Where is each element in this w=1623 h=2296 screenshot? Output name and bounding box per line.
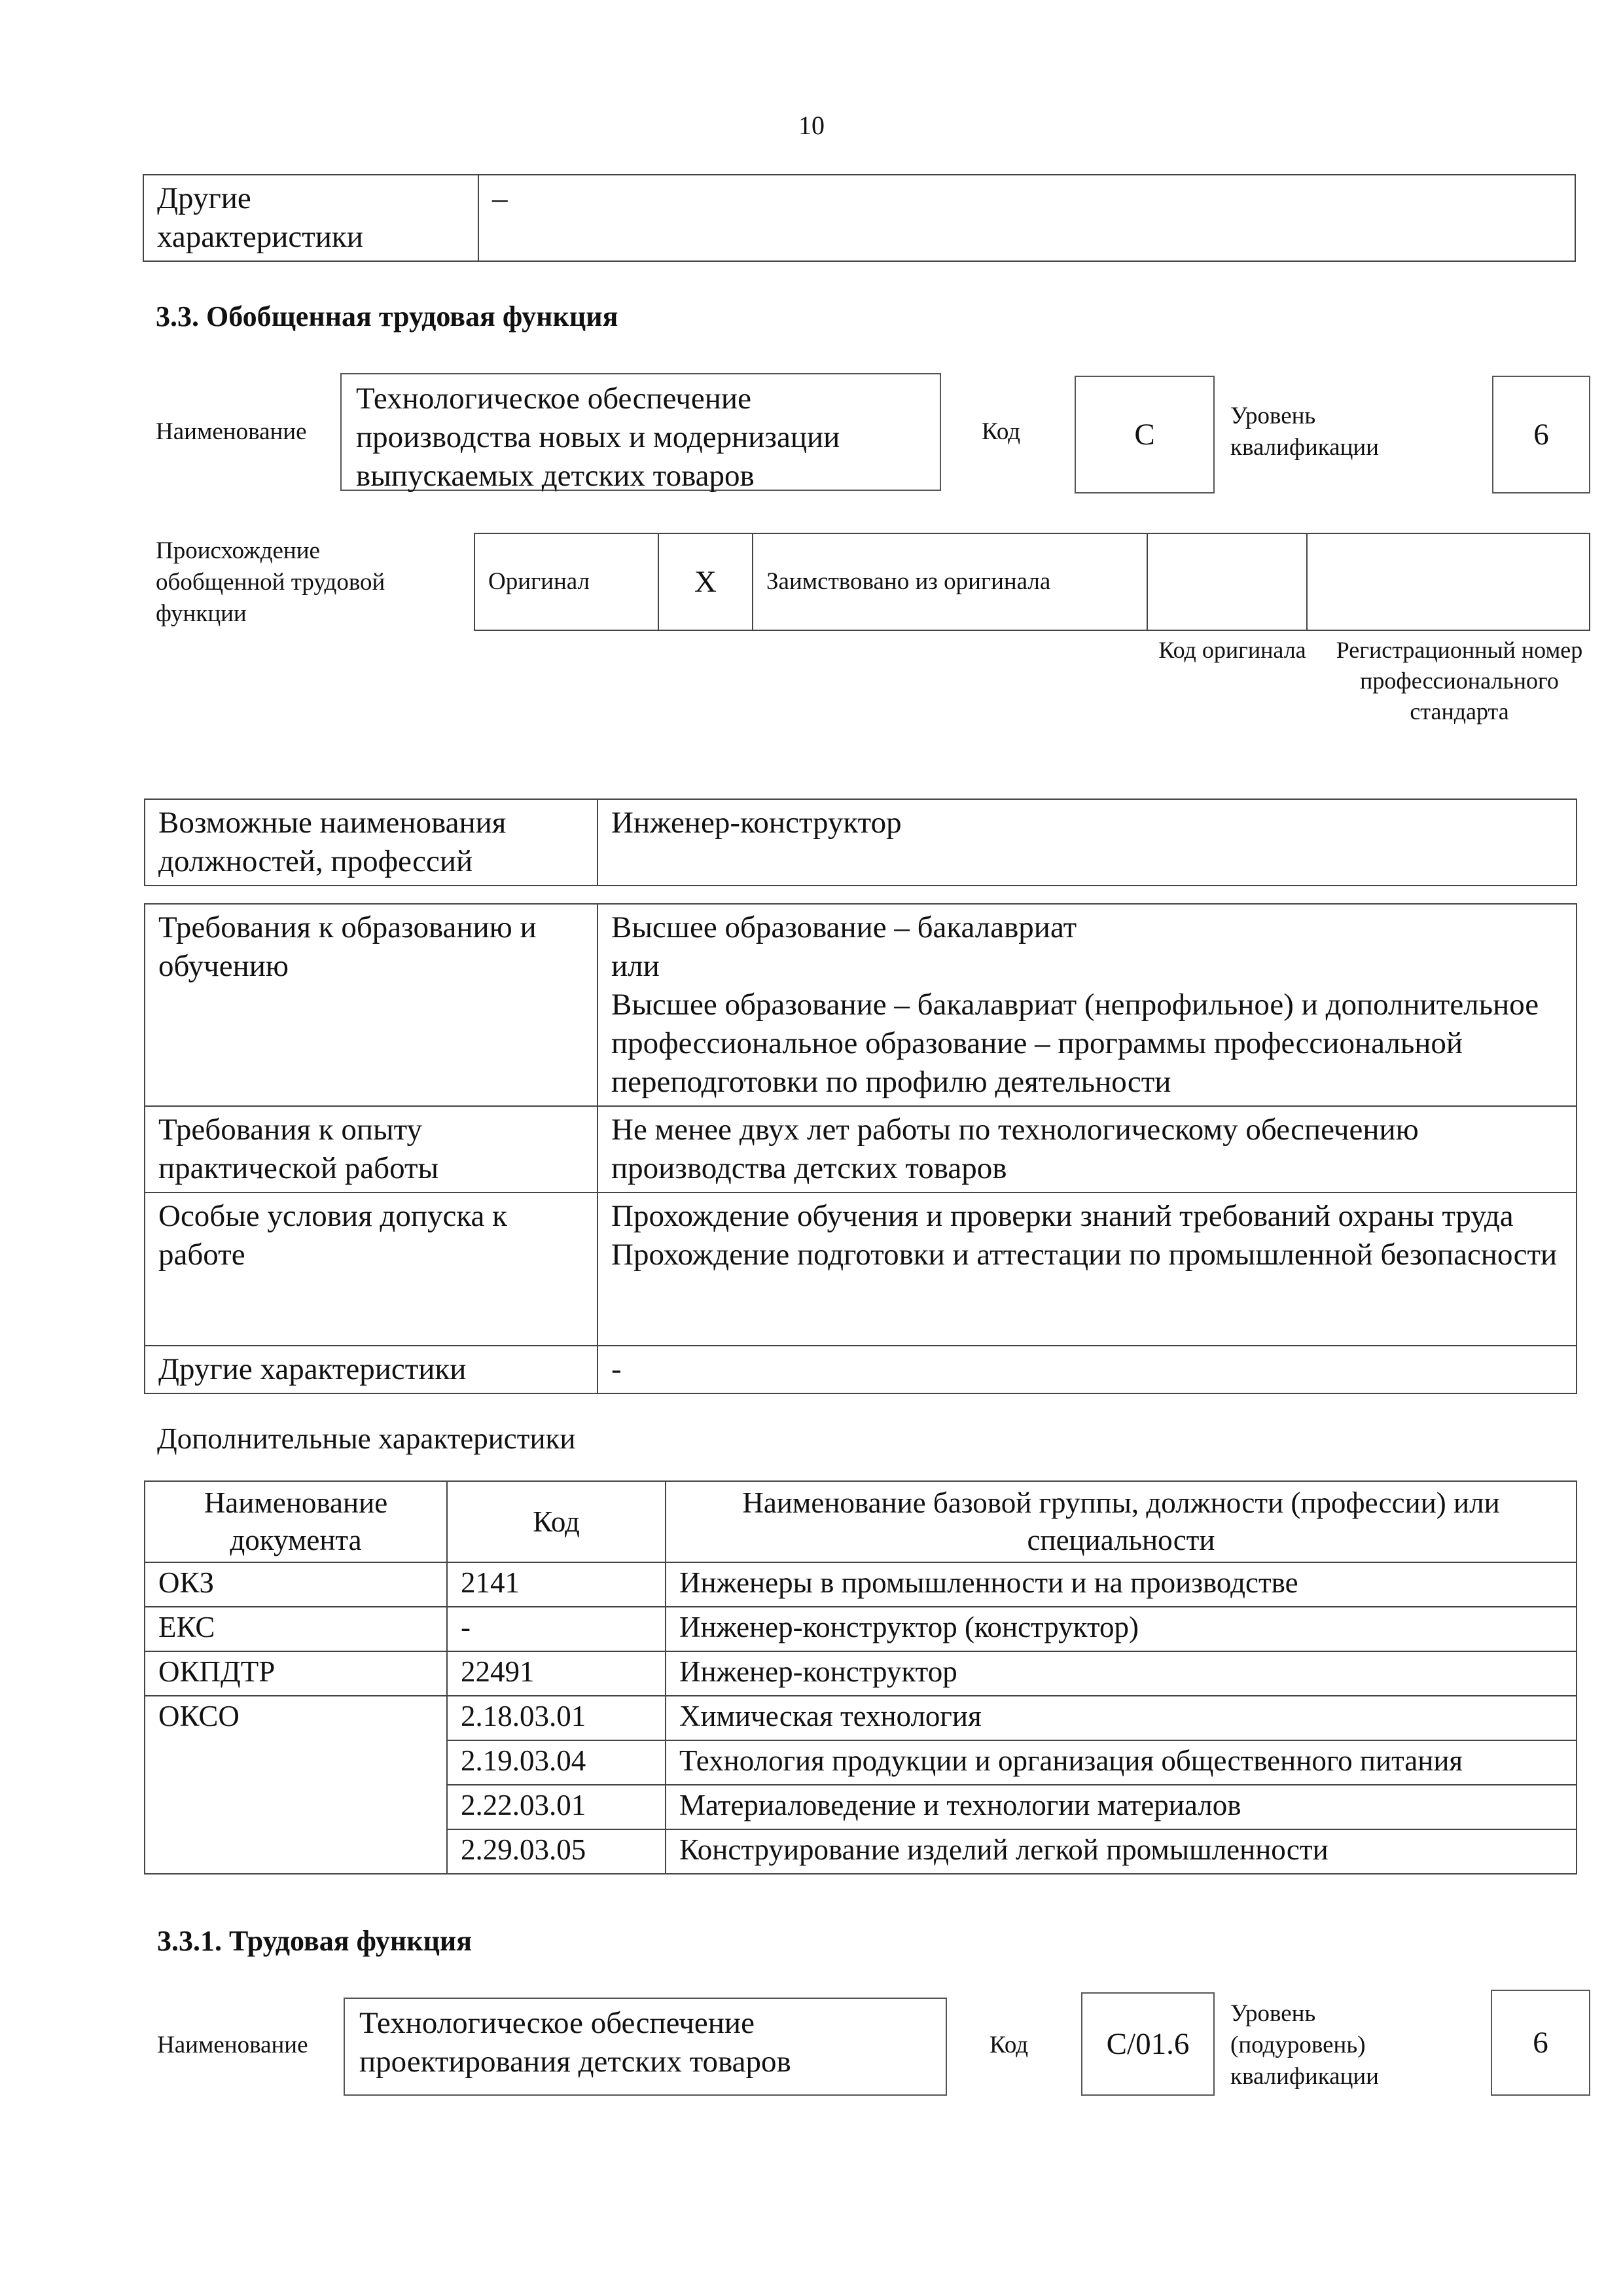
header-document: Наименование документа <box>145 1481 447 1562</box>
experience-value: Не менее двух лет работы по технологическому обеспечению производства детских товаров <box>597 1106 1577 1193</box>
row-name: Технология продукции и организация общественного питания <box>666 1740 1577 1785</box>
requirements-table <box>144 903 1577 1394</box>
tf-code-value: С/01.6 <box>1081 1992 1215 2096</box>
tf-level-value: 6 <box>1491 1990 1590 2096</box>
row-name: Материаловедение и технологии материалов <box>666 1785 1577 1829</box>
row-name: Инженеры в промышленности и на производстве <box>666 1562 1577 1607</box>
header-code: Код <box>447 1481 666 1562</box>
row-doc: ОКСО <box>145 1696 447 1874</box>
gtf-level-label: Уровень квалификации <box>1230 403 1379 461</box>
row-name: Конструирование изделий легкой промышленности <box>666 1829 1577 1874</box>
row-name: Инженер-конструктор <box>666 1651 1577 1696</box>
conditions-value <box>597 1193 1577 1346</box>
original-code-cell <box>1147 533 1307 630</box>
education-value <box>597 904 1577 1106</box>
row-code: 2.19.03.04 <box>447 1740 666 1785</box>
caption-original-code: Код оригинала <box>1158 637 1306 663</box>
row-code: 2141 <box>447 1562 666 1607</box>
section-heading-3-3-1: 3.3.1. Трудовая функция <box>157 1925 473 1957</box>
gtf-code-label: Код <box>982 418 1021 445</box>
other-row <box>145 1346 1577 1393</box>
original-label: Оригинал <box>474 533 658 630</box>
gtf-name-value: Технологическое обеспечение производства новых и модернизации выпускаемых детских товаров <box>340 373 941 491</box>
table-row <box>145 1651 1577 1696</box>
table-row <box>145 1562 1577 1607</box>
additional-header-row <box>145 1481 1577 1562</box>
other-characteristics-value: – <box>478 175 1575 261</box>
row-doc: ЕКС <box>145 1607 447 1651</box>
row-code: - <box>447 1607 666 1651</box>
additional-table <box>144 1480 1577 1874</box>
row-doc: ОКЗ <box>145 1562 447 1607</box>
row-name: Инженер-конструктор (конструктор) <box>666 1607 1577 1651</box>
education-line: Высшее образование – бакалавриат (непрофильное) и дополнительное профессиональное образование – программы профессиональной переподготовки по профилю деятельности <box>611 988 1539 1099</box>
tf-name-label: Наименование <box>157 2032 308 2058</box>
gtf-code-value: С <box>1075 376 1215 493</box>
conditions-row <box>145 1193 1577 1346</box>
education-label: Требования к образованию и обучению <box>145 904 597 1106</box>
registration-number-cell <box>1307 533 1590 630</box>
page-number: 10 <box>798 111 825 140</box>
tf-code-label: Код <box>990 2032 1029 2058</box>
row-code: 2.29.03.05 <box>447 1829 666 1874</box>
top-characteristics-table <box>143 174 1576 262</box>
experience-row <box>145 1106 1577 1193</box>
header-name: Наименование базовой группы, должности (профессии) или специальности <box>666 1481 1577 1562</box>
caption-registration-number: Регистрационный номер профессионального стандарта <box>1336 637 1583 725</box>
education-line: или <box>611 949 660 983</box>
other-characteristics-label: Другие характеристики <box>143 175 478 261</box>
gtf-origin-label: Происхождение обобщенной трудовой функции <box>156 537 385 627</box>
tf-level-label: Уровень (подуровень) квалификации <box>1230 2000 1379 2090</box>
gtf-name-label: Наименование <box>156 418 307 445</box>
gtf-origin-table <box>474 533 1590 631</box>
conditions-line: Прохождение обучения и проверки знаний требований охраны труда <box>611 1199 1514 1233</box>
section-heading-3-3: 3.3. Обобщенная трудовая функция <box>156 300 618 332</box>
row-code: 2.18.03.01 <box>447 1696 666 1740</box>
table-row <box>145 1696 1577 1740</box>
original-mark: X <box>658 533 753 630</box>
conditions-line: Прохождение подготовки и аттестации по промышленной безопасности <box>611 1238 1558 1272</box>
experience-label: Требования к опыту практической работы <box>145 1106 597 1193</box>
tf-name-value: Технологическое обеспечение проектирования детских товаров <box>344 1998 947 2096</box>
row-code: 2.22.03.01 <box>447 1785 666 1829</box>
gtf-level-value: 6 <box>1492 376 1590 493</box>
borrowed-label: Заимствовано из оригинала <box>753 533 1147 630</box>
row-name: Химическая технология <box>666 1696 1577 1740</box>
education-line: Высшее образование – бакалавриат <box>611 910 1077 944</box>
positions-table <box>144 798 1577 886</box>
row-code: 22491 <box>447 1651 666 1696</box>
row-doc: ОКПДТР <box>145 1651 447 1696</box>
other-label: Другие характеристики <box>145 1346 597 1393</box>
conditions-label: Особые условия допуска к работе <box>145 1193 597 1346</box>
table-row <box>145 1607 1577 1651</box>
positions-value: Инженер-конструктор <box>597 799 1577 886</box>
other-value: - <box>597 1346 1577 1393</box>
positions-label: Возможные наименования должностей, профессий <box>145 799 597 886</box>
additional-title: Дополнительные характеристики <box>157 1422 576 1455</box>
education-row <box>145 904 1577 1106</box>
